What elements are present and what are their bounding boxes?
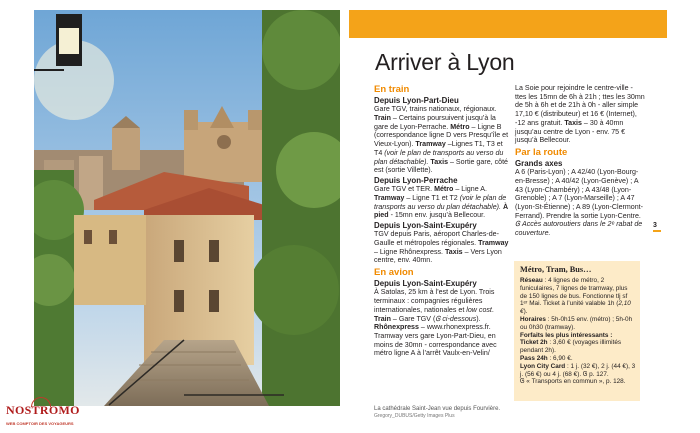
text: – Ligne Rhônexpress. (374, 247, 444, 256)
section-heading-avion: En avion (374, 267, 414, 279)
label-tramway: Tramway (478, 239, 509, 248)
price: 2,10 € (520, 300, 631, 316)
paragraph-saint-exupery-avion (374, 288, 511, 358)
note: (voir le plan de transports au verso du plan détachable). (374, 148, 504, 166)
caption-text: La cathédrale Saint-Jean vue depuis Fourvière. (374, 406, 501, 412)
text: – Ligne B (correspondance ligne D vers Presqu’île et Vieux-Lyon). (374, 122, 509, 149)
text: : 4 lignes de métro, 2 funiculaires, 7 lignes de tramway, plus de 150 lignes de bus. Fonctionne tlj sf 1ᵉʳ Mai. Ticket à l’unité valable 1h ( (520, 277, 628, 308)
box-forfaits-heading: Forfaits les plus intéressants : (520, 331, 613, 339)
header-bar (349, 10, 667, 38)
text: – Ligne T1 et T2 (404, 193, 460, 202)
label-tramway: Tramway (415, 140, 446, 149)
page-number: 3 (653, 222, 657, 229)
box-reseau (520, 277, 636, 316)
text: – Ligne A. (453, 185, 487, 194)
subheading-part-dieu: Depuis Lyon-Part-Dieu (374, 96, 459, 105)
column-left (374, 84, 511, 359)
note: low cost (466, 305, 492, 314)
text: – www.rhonexpress.fr. Tramway vers gare Lyon-Part-Dieu, en moins de 30mn - correspondance avec métro ligne A à l’arrêt Vaulx-en-Velin/ (374, 323, 497, 358)
label-pass-24h: Pass 24h (520, 354, 548, 362)
note: Ꮆ ci-dessous (435, 314, 477, 323)
box-horaires (520, 316, 636, 332)
logo-text: NOSTROMO (6, 403, 80, 417)
label-train: Train (374, 314, 391, 323)
label-taxis: Taxis (564, 118, 582, 127)
label-metro: Métro (450, 122, 470, 131)
metro-tram-bus-box (514, 261, 640, 401)
paragraph-grands-axes (515, 168, 646, 238)
box-ticket-2h (520, 339, 636, 355)
text: Gare TGV, trains nationaux, régionaux. (374, 105, 497, 114)
section-heading-route: Par la route (515, 146, 568, 158)
paragraph-perrache (374, 185, 511, 220)
box-city-card (520, 363, 636, 379)
note: Ꮆ Accès autoroutiers dans le 2ᵉ rabat de couverture. (515, 220, 643, 238)
watermark-logo (4, 397, 78, 427)
text: - 15mn env. jusqu’à Bellecour. (388, 211, 486, 220)
box-reference: Ꮆ « Transports en commun », p. 128. (520, 378, 626, 386)
label-tramway: Tramway (374, 193, 405, 202)
text: ). (476, 314, 481, 323)
label-ticket-2h: Ticket 2h (520, 339, 548, 347)
logo-tagline: WEB COMPTOIR DES VOYAGEURS (6, 421, 74, 426)
page-title: Arriver à Lyon (375, 49, 515, 75)
text: – Gare TGV ( (390, 314, 436, 323)
box-title: Métro, Tram, Bus… (520, 265, 592, 274)
text: – Certains poursuivent jusqu’à la gare de Lyon-Perrache. (374, 114, 496, 131)
subheading-grands-axes: Grands axes (515, 158, 563, 168)
label-horaires: Horaires (520, 315, 546, 323)
text: La Soie pour rejoindre le centre-ville - ttes les 15mn de 6h à 21h ; ttes les 30mn de 5h à 6h et de 21h à 0h - aller simple 17,10 € (distributeur) et 16 € (Internet), -12 ans gratuit. (515, 84, 645, 127)
text: – Vers Lyon centre, env. 40mn. (374, 247, 502, 265)
label-city-card: Lyon City Card (520, 362, 566, 370)
label-walk: À pied (374, 202, 509, 220)
label-rhonexpress: Rhônexpress (374, 323, 419, 332)
label-metro: Métro (434, 185, 454, 194)
label-taxis: Taxis (445, 247, 463, 256)
photo-credit: Gregory_DUBUS/Getty Images Plus (374, 413, 455, 419)
note: (voir le plan de transports au verso du plan détachable). (374, 193, 507, 211)
text: – 30 à 40mn jusqu’au centre de Lyon - env. 75 € jusqu’à Bellecour. (515, 118, 626, 145)
cathedral-saint-jean (184, 106, 264, 182)
label-train: Train (374, 114, 391, 122)
section-heading-train: En train (374, 84, 410, 95)
text: . (491, 305, 494, 314)
street-photo (34, 10, 340, 406)
label-reseau: Réseau (520, 277, 543, 284)
text: –Lignes T1, T3 et T4 (374, 140, 503, 157)
text: ). (523, 308, 528, 316)
page-number-marker (653, 230, 661, 232)
box-pass-24h (520, 355, 636, 363)
paragraph-avion-continued (515, 84, 646, 145)
text: : 6,90 €. (547, 354, 573, 362)
text: À Satolas, 25 km à l’est de Lyon. Trois terminaux : compagnies régulières internationales, nationales et (374, 288, 495, 314)
text: – Sortie gare, côté est (sortie Villette). (374, 157, 508, 175)
label-taxis: Taxis (430, 157, 449, 166)
subheading-saint-exupery-train: Depuis Lyon-Saint-Exupéry (374, 221, 477, 231)
subheading-perrache: Depuis Lyon-Perrache (374, 175, 458, 185)
text: : 1 j. (32 €), 2 j. (44 €), 3 j. (56 €) ou 4 j. (68 €). Ꮆ p. 127. (520, 362, 636, 378)
text: : 5h-0h15 env. (métro) ; 5h-0h ou 0h30 (tramway). (520, 315, 633, 331)
paragraph-saint-exupery-train (374, 230, 511, 265)
subheading-saint-exupery-avion: Depuis Lyon-Saint-Exupéry (374, 279, 477, 289)
text: : 3,60 € (voyages illimités pendant 2h). (520, 339, 622, 355)
paragraph-part-dieu (374, 105, 511, 175)
text: Gare TGV et TER. (374, 185, 433, 194)
column-right (515, 84, 646, 239)
text: A 6 (Paris-Lyon) ; A 42/40 (Lyon-Bourg-en-Bresse) ; A 40/42 (Lyon-Genève) ; A 43 (Lyon-Chambéry) ; A 43/48 (Lyon-Grenoble) ; A 7 (Lyon-Marseille) ; A 47 (Lyon-St-Étienne) ; A 89 (Lyon-Clermont-Ferrand). Prendre la sortie Lyon-Centre. (515, 168, 644, 220)
text: TGV depuis Paris, aéroport Charles-de-Gaulle et métropoles régionales. (374, 230, 499, 248)
photo-caption (374, 406, 500, 420)
